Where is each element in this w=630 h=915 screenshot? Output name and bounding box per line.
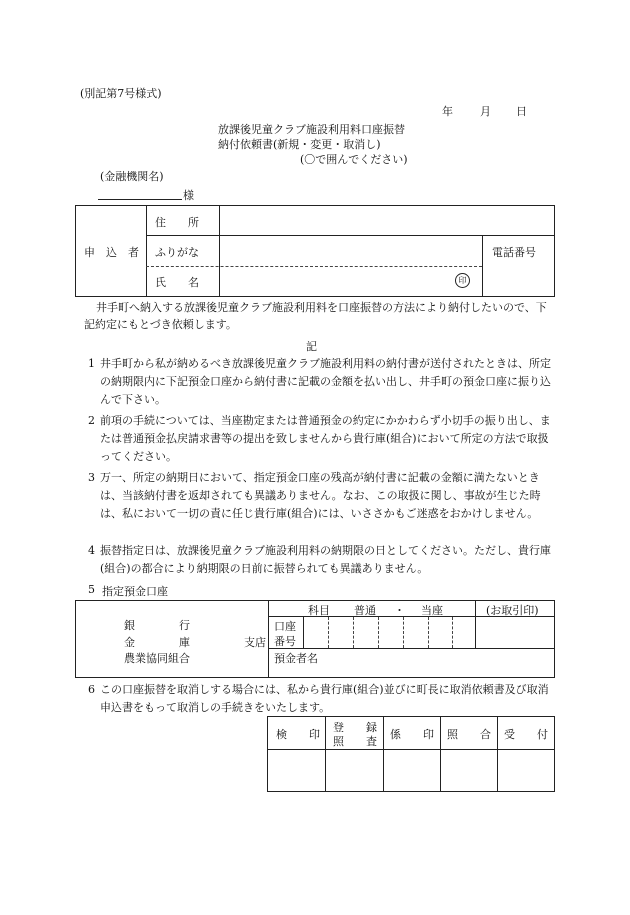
seal-mark	[455, 273, 470, 288]
item-1-text: 井手町から私が納めるべき放課後児童クラブ施設利用料の納付書が送付されたときは、所定の納期限内に下記預金口座から納付書に記載の金額を払い出し、井手町の預金口座に振り込んで下さい。	[100, 357, 551, 406]
bank-name-line	[98, 199, 182, 200]
intro-text: 井手町へ納入する放課後児童クラブ施設利用料を口座振替の方法により納付したいので、下記約定にもとづき依頼します。	[84, 301, 547, 331]
title-line1: 放課後児童クラブ施設利用料口座振替	[218, 123, 405, 136]
item-3-text: 万一、所定の納期日において、指定預金口座の残高が納付書に記載の金額に満たないときは、当該納付書を返却されても異議ありません。なお、この取扱に関し、事故が生じた時は、私において一切の責に任じ貴行庫(組合)には、いささかもご迷惑をおかけしません。	[100, 471, 541, 520]
bank-suffix: 様	[183, 189, 194, 202]
date-month: 月	[480, 105, 491, 118]
item-5-num: 5	[88, 583, 95, 596]
bank-type-bank: 銀 行	[124, 619, 190, 632]
item-1: 1 井手町から私が納めるべき放課後児童クラブ施設利用料の納付書が送付されたときは、所定の納期限内に下記預金口座から納付書に記載の金額を払い出し、井手町の預金口座に振り込んで下さい。	[84, 355, 554, 409]
holder-label: 預金者名	[274, 652, 318, 665]
seal-icon: 印	[455, 273, 470, 288]
title-line2: 納付依頼書(新規・変更・取消し)	[218, 138, 381, 151]
item-3: 3 万一、所定の納期日において、指定預金口座の残高が納付書に記載の金額に満たないときは、当該納付書を返却されても異議ありません。なお、この取扱に関し、事故が生じた時は、私において一切の責に任じ貴行庫(組合)には、いささかもご迷惑をおかけしません。	[84, 469, 554, 523]
phone-label: 電話番号	[492, 246, 536, 259]
applicant-label: 申 込 者	[84, 246, 139, 259]
uketsuke-label: 受 付	[504, 728, 548, 741]
account-table	[75, 600, 555, 678]
item-2: 2 前項の手続については、当座勘定または普通預金の約定にかかわらず小切手の振り出し、または普通預金払戻請求書等の提出を致しませんから貴行庫(組合)において所定の方法で取扱ってください。	[84, 412, 554, 466]
toza-label: 当座	[421, 604, 443, 617]
item-6-text: この口座振替を取消しする場合には、私から貴行庫(組合)並びに町長に取消依頼書及び取消申込書をもって取消しの手続きをいたします。	[100, 683, 549, 714]
title-note: (〇で囲んでください)	[300, 153, 408, 166]
bank-type-kinko: 金 庫	[124, 636, 190, 649]
item-2-text: 前項の手続については、当座勘定または普通預金の約定にかかわらず小切手の振り出し、または普通預金払戻請求書等の提出を致しませんから貴行庫(組合)において所定の方法で取扱ってください。	[100, 414, 551, 463]
koza-label: 口座	[274, 620, 296, 633]
toroku-label: 登 録	[333, 721, 377, 734]
dot-separator: ・	[394, 604, 405, 617]
torihiki-label: (お取引印)	[486, 604, 539, 617]
form-id: (別記第7号様式)	[80, 87, 162, 100]
date-year: 年	[442, 105, 453, 118]
item-5-text: 指定預金口座	[102, 585, 168, 598]
kenin-label: 検 印	[276, 728, 320, 741]
office-table	[267, 716, 555, 792]
kakarin-label: 係 印	[390, 728, 434, 741]
shosa-label: 照 査	[333, 735, 377, 748]
item-6: 6 この口座振替を取消しする場合には、私から貴行庫(組合)並びに町長に取消依頼書及び取消申込書をもって取消しの手続きをいたします。	[84, 681, 554, 717]
bank-name-label: (金融機関名)	[100, 170, 164, 183]
kamoku-label: 科目	[308, 604, 330, 617]
item-4: 4 振替指定日は、放課後児童クラブ施設利用料の納期限の日としてください。ただし、貴行庫(組合)の都合により納期限の日前に振替られても異議ありません。	[84, 542, 554, 578]
item-4-text: 振替指定日は、放課後児童クラブ施設利用料の納期限の日としてください。ただし、貴行庫(組合)の都合により納期限の日前に振替られても異議ありません。	[100, 544, 551, 575]
bank-type-nokyo: 農業協同組合	[124, 652, 190, 665]
branch-label: 支店	[244, 636, 266, 649]
address-label: 住 所	[155, 216, 199, 229]
date-day: 日	[516, 105, 527, 118]
furigana-label: ふりがな	[155, 246, 199, 259]
shogo-label: 照 合	[447, 728, 491, 741]
applicant-table	[75, 205, 555, 297]
name-label: 氏 名	[155, 276, 199, 289]
ki-heading: 記	[306, 340, 317, 353]
bango-label: 番号	[274, 635, 296, 648]
futsu-label: 普通	[354, 604, 376, 617]
